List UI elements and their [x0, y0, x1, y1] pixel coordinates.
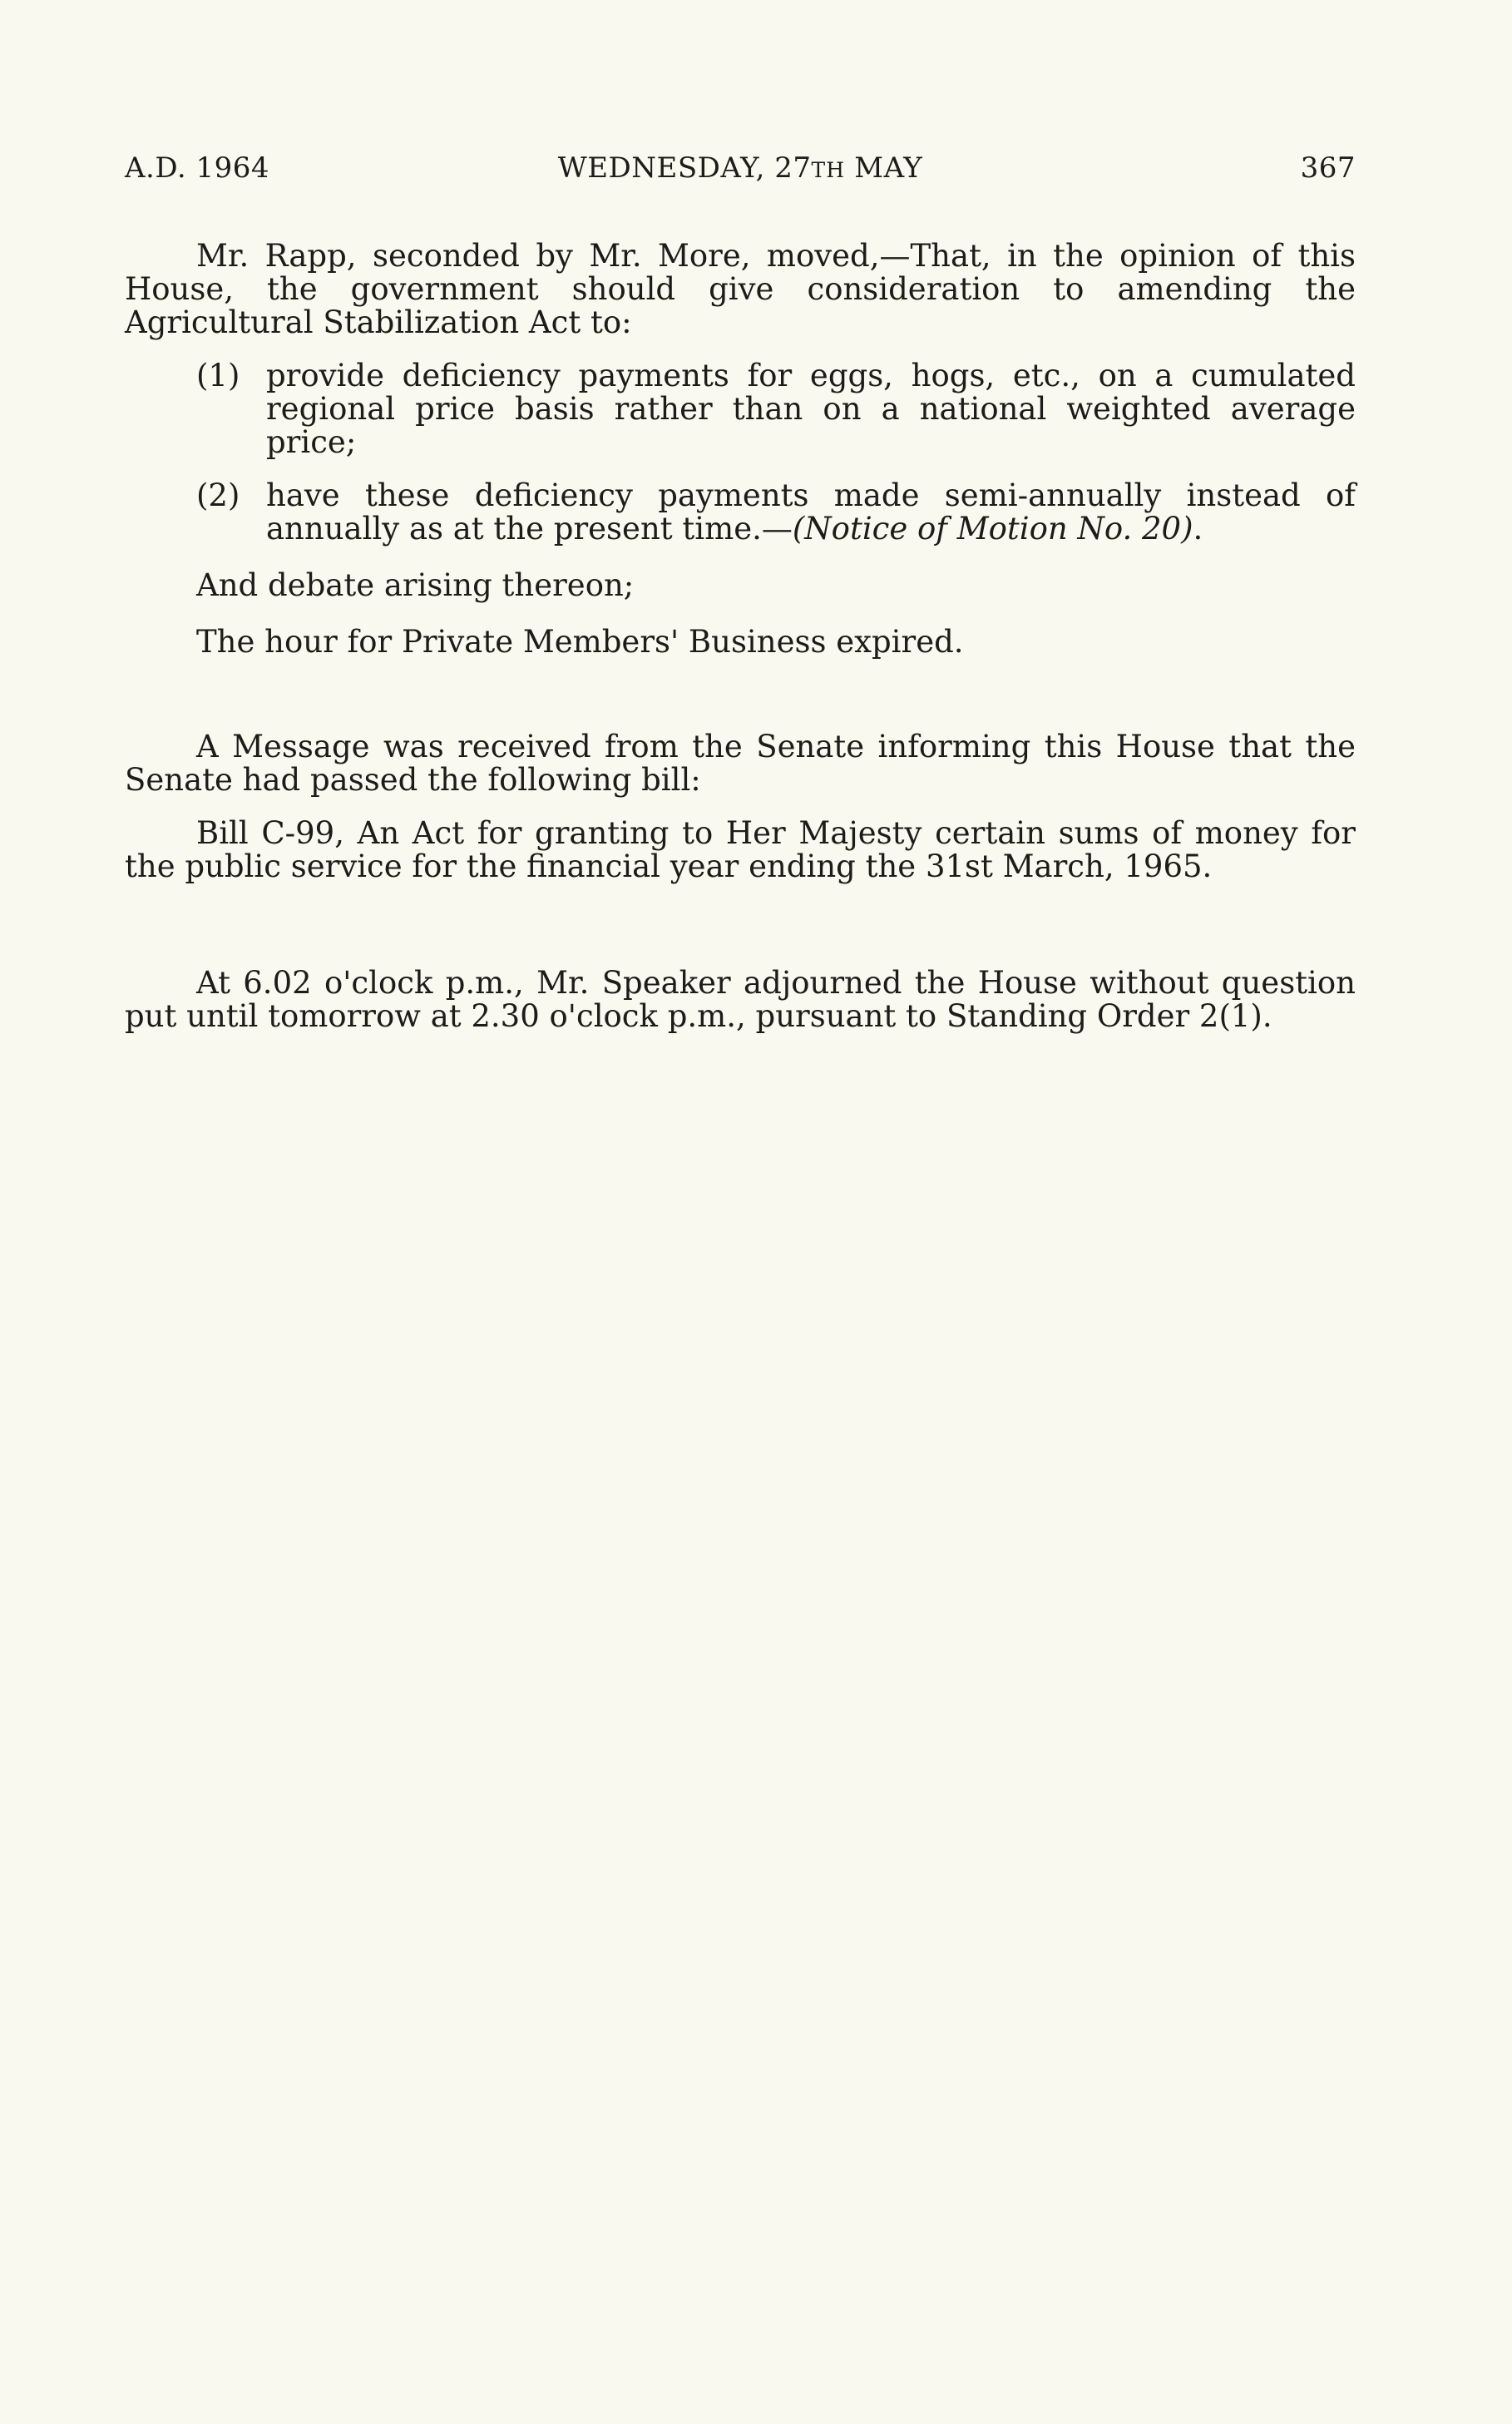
header-year: A.D. 1964: [125, 151, 270, 185]
adjournment-entry: At 6.02 o'clock p.m., Mr. Speaker adjourned the House without question put until tomorrow at 2.30 o'clock p.m., pursuant to Standing Order 2(1).: [125, 965, 1356, 1034]
motion-item-text: provide deficiency payments for eggs, hogs, etc., on a cumulated regional price basis rather than on a national weighted average price;: [266, 358, 1356, 460]
senate-message: A Message was received from the Senate informing this House that the Senate had passed the following bill:: [125, 729, 1356, 798]
journal-content: [125, 240, 1356, 1033]
debate-line: And debate arising thereon;: [196, 567, 635, 603]
motion-item-number: (1): [196, 358, 240, 393]
motion-item-number: (2): [196, 477, 240, 513]
bill-entry: Bill C-99, An Act for granting to Her Majesty certain sums of money for the public service for the financial year ending the 31st March, 1965.: [125, 815, 1356, 884]
motion-item-1: [196, 359, 1356, 459]
journal-page: [125, 151, 1356, 1033]
motion-citation: (Notice of Motion No. 20): [792, 511, 1193, 547]
motion-intro: Mr. Rapp, seconded by Mr. More, moved,—That, in the opinion of this House, the government should give consideration to amending the Agricultural Stabilization Act to:: [125, 238, 1356, 340]
expired-line: The hour for Private Members' Business expired.: [196, 624, 964, 660]
motion-item-text: have these deficiency payments made semi-annually instead of annually as at the present time.—: [266, 477, 1356, 547]
running-head: [125, 151, 1356, 193]
page-number: 367: [1300, 151, 1356, 185]
motion-item-2: (2) have these deficiency payments made semi-annually instead of annually as at the present time.—(Notice of Motion No. 20).: [196, 477, 1356, 547]
header-date: WEDNESDAY, 27TH MAY: [557, 151, 923, 185]
